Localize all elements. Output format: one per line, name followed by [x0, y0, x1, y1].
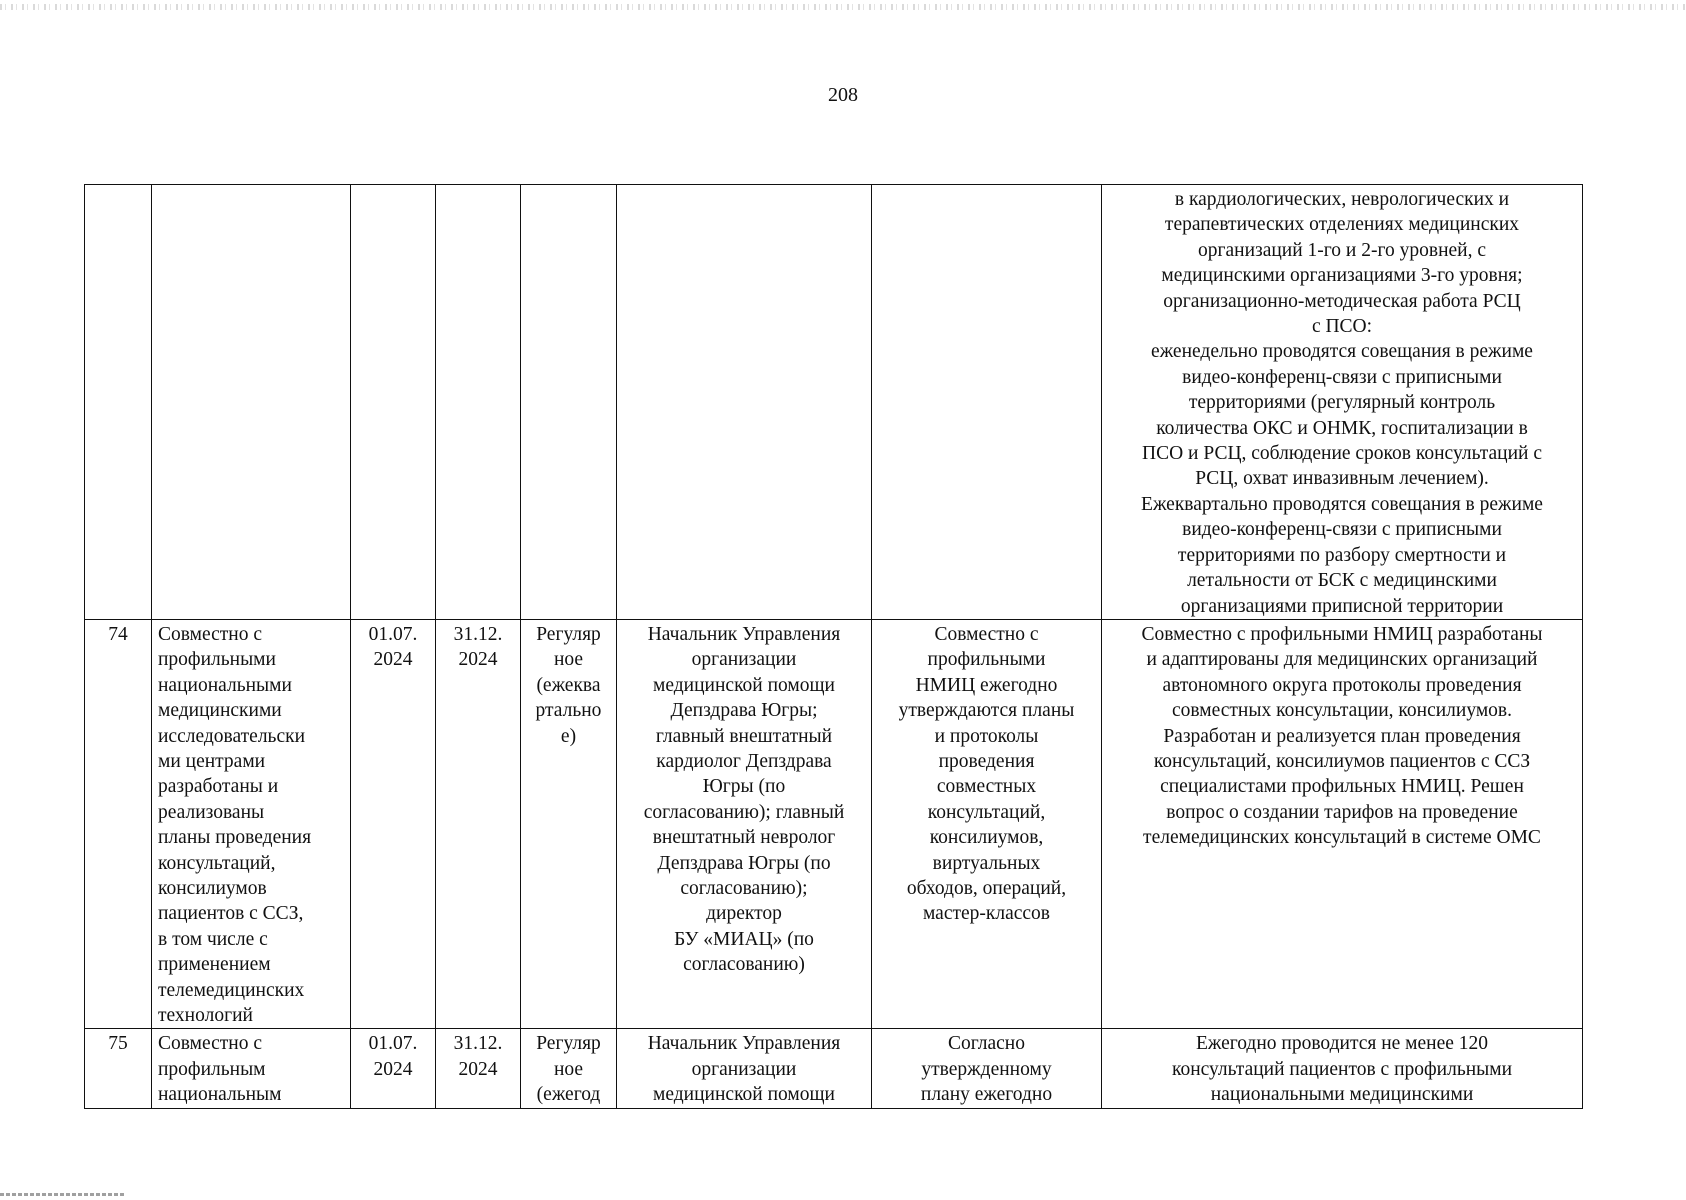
type-cell	[521, 185, 617, 620]
result-cell: Совместно с профильными НМИЦ ежегодно утверждаются планы и протоколы проведения совместных консультаций, консилиумов, виртуальных обходов, операций, мастер-классов	[872, 619, 1102, 1029]
row-number: 75	[85, 1029, 152, 1108]
table-row	[85, 619, 1583, 1029]
end-date-cell: 31.12. 2024	[436, 1029, 521, 1108]
activity-cell	[152, 185, 351, 620]
page-number: 208	[828, 84, 858, 106]
result-cell	[872, 185, 1102, 620]
type-cell: Регуляр ное (ежегод	[521, 1029, 617, 1108]
responsible-cell	[617, 185, 872, 620]
activity-cell: Совместно с профильными национальными медицинскими исследовательски ми центрами разработаны и реализованы планы проведения консультаций, консилиумов пациентов с ССЗ, в том числе с применением телемедицинских технологий	[152, 619, 351, 1029]
start-date-cell: 01.07. 2024	[351, 1029, 436, 1108]
responsible-cell: Начальник Управления организации медицинской помощи	[617, 1029, 872, 1108]
plan-table	[84, 184, 1583, 1109]
report-cell: в кардиологических, неврологических и терапевтических отделениях медицинских организаций 1-го и 2-го уровней, с медицинскими организациями 3-го уровня; организационно-методическая работа РСЦ с ПСО: еженедельно проводятся совещания в режиме видео-конференц-связи с приписными территориями (регулярный контроль количества ОКС и ОНМК, госпитализации в ПСО и РСЦ, соблюдение сроков консультаций с РСЦ, охват инвазивным лечением). Ежеквартально проводятся совещания в режиме видео-конференц-связи с приписными территориями по разбору смертности и летальности от БСК с медицинскими организациями приписной территории	[1102, 185, 1583, 620]
table-row	[85, 185, 1583, 620]
start-date-cell: 01.07. 2024	[351, 619, 436, 1029]
start-date-cell	[351, 185, 436, 620]
activity-cell: Совместно с профильным национальным	[152, 1029, 351, 1108]
scan-top-edge	[0, 4, 1686, 10]
report-cell: Ежегодно проводится не менее 120 консультаций пациентов с профильными национальными медицинскими	[1102, 1029, 1583, 1108]
table-row	[85, 1029, 1583, 1108]
scan-bottom-mark	[0, 1193, 125, 1196]
end-date-cell: 31.12. 2024	[436, 619, 521, 1029]
result-cell: Согласно утвержденному плану ежегодно	[872, 1029, 1102, 1108]
type-cell: Регуляр ное (ежеква ртально е)	[521, 619, 617, 1029]
row-number	[85, 185, 152, 620]
responsible-cell: Начальник Управления организации медицинской помощи Депздрава Югры; главный внештатный кардиолог Депздрава Югры (по согласованию); главный внештатный невролог Депздрава Югры (по согласованию); директор БУ «МИАЦ» (по согласованию)	[617, 619, 872, 1029]
row-number: 74	[85, 619, 152, 1029]
end-date-cell	[436, 185, 521, 620]
report-cell: Совместно с профильными НМИЦ разработаны и адаптированы для медицинских организаций автономного округа протоколы проведения совместных консультации, консилиумов. Разработан и реализуется план проведения консультаций, консилиумов пациентов с ССЗ специалистами профильных НМИЦ. Решен вопрос о создании тарифов на проведение телемедицинских консультаций в системе ОМС	[1102, 619, 1583, 1029]
